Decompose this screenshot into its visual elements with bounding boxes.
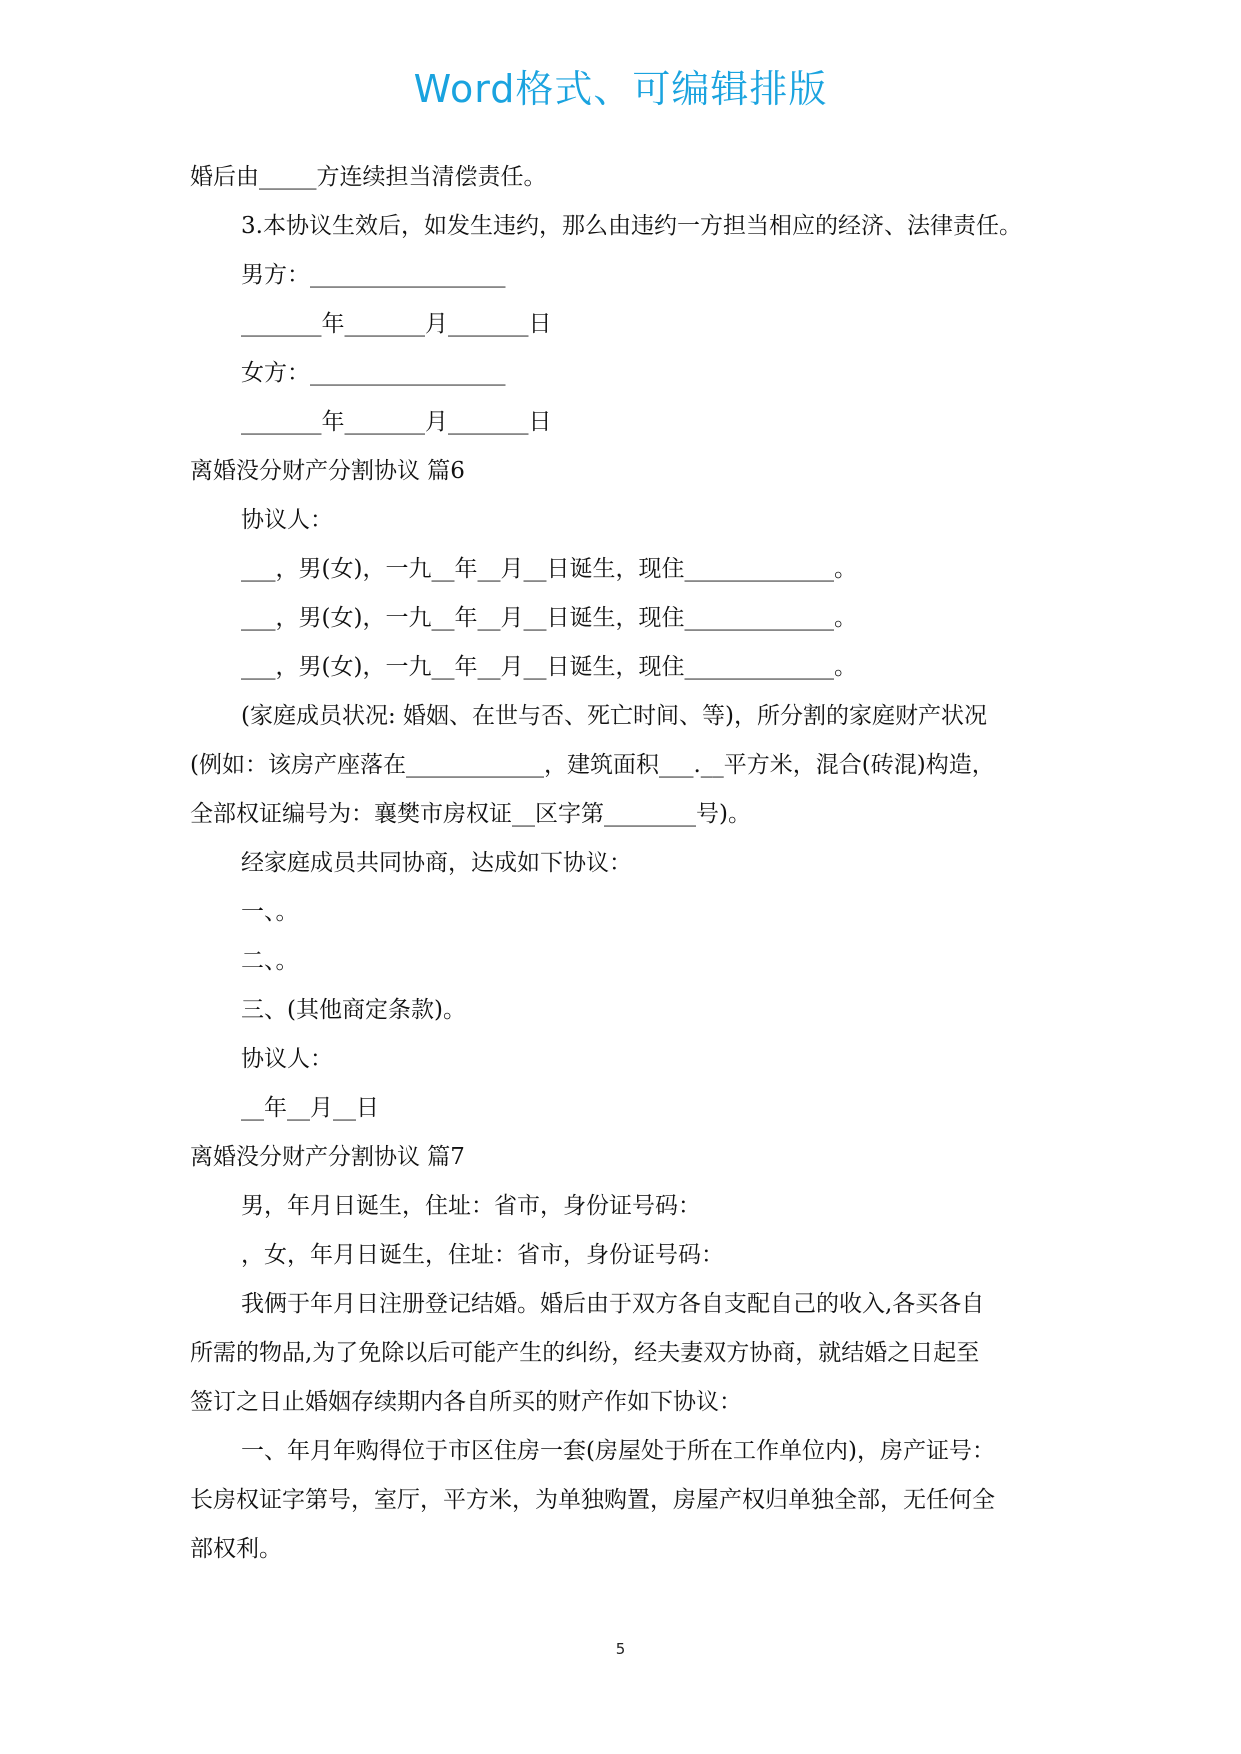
date-line: _______年_______月_______日	[241, 409, 552, 435]
text-line: 所需的物品,为了免除以后可能产生的纠纷，经夫妻双方协商，就结婚之日起至	[190, 1340, 980, 1366]
text-line: 男，年月日诞生，住址：省市，身份证号码：	[241, 1193, 701, 1219]
section-heading: 离婚没分财产分割协议 篇6	[190, 458, 465, 484]
text-line: 全部权证编号为：襄樊市房权证__区字第________号)。	[190, 801, 751, 827]
date-line: __年__月__日	[241, 1095, 379, 1121]
text-line: ___，男(女)，一九__年__月__日诞生，现住_____________。	[241, 654, 857, 680]
page-header-title: Word格式、可编辑排版	[413, 67, 828, 111]
text-line: 协议人：	[241, 1046, 333, 1072]
text-line: 一、。	[241, 899, 299, 925]
text-line: ，女，年月日诞生，住址：省市，身份证号码：	[241, 1242, 724, 1268]
document-body	[190, 153, 1095, 1574]
signature-line-female: 女方：_________________	[241, 360, 506, 386]
text-line: (例如：该房产座落在____________，建筑面积___.__平方米，混合(砖混)构造，	[190, 752, 995, 778]
date-line: _______年_______月_______日	[241, 311, 552, 337]
text-line: 我俩于年月日注册登记结婚。婚后由于双方各自支配自己的收入,各买各自	[241, 1291, 985, 1317]
text-line: 二、。	[241, 948, 299, 974]
text-line: 3.本协议生效后，如发生违约，那么由违约一方担当相应的经济、法律责任。	[241, 213, 1022, 239]
text-line: 经家庭成员共同协商，达成如下协议：	[241, 850, 632, 876]
text-line: 长房权证字第号，室厅，平方米，为单独购置，房屋产权归单独全部，无任何全	[190, 1487, 995, 1513]
text-line: 一、年月年购得位于市区住房一套(房屋处于所在工作单位内)，房产证号：	[241, 1438, 995, 1464]
text-line: 协议人：	[241, 507, 333, 533]
text-line: 部权利。	[190, 1536, 282, 1562]
text-line: 三、(其他商定条款)。	[241, 997, 466, 1023]
signature-line-male: 男方：_________________	[241, 262, 506, 288]
text-line: 婚后由_____方连续担当清偿责任。	[190, 164, 547, 190]
text-line: 签订之日止婚姻存续期内各自所买的财产作如下协议：	[190, 1389, 742, 1415]
section-heading: 离婚没分财产分割协议 篇7	[190, 1144, 465, 1170]
text-line: (家庭成员状况: 婚姻、在世与否、死亡时间、等)，所分割的家庭财产状况	[241, 703, 988, 729]
text-line: ___，男(女)，一九__年__月__日诞生，现住_____________。	[241, 605, 857, 631]
page-number: 5	[615, 1640, 626, 1658]
text-line: ___，男(女)，一九__年__月__日诞生，现住_____________。	[241, 556, 857, 582]
